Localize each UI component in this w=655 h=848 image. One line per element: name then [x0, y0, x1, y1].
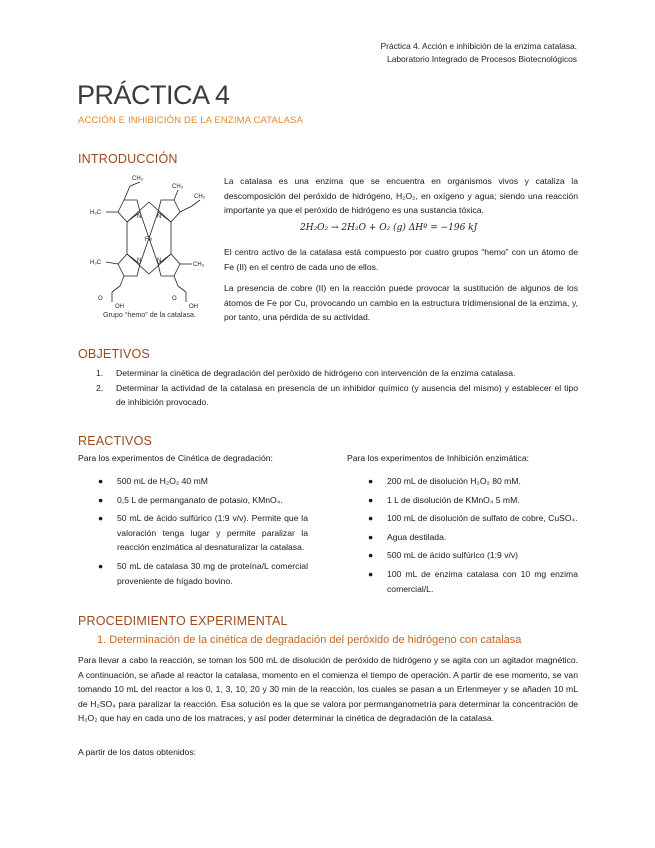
list-item — [96, 511, 308, 555]
list-item-text: 500 mL de ácido sulfúrico (1:9 v/v) — [387, 550, 519, 561]
list-item — [366, 530, 578, 545]
section-heading-reactivos: REACTIVOS — [78, 434, 153, 448]
bullet-icon: ● — [98, 476, 104, 486]
reactivos-col2-label: Para los experimentos de Inhibición enzimática: — [347, 453, 529, 463]
bullet-icon: ● — [368, 550, 374, 561]
list-item-text: 100 mL de disolución de sulfato de cobre, CuSO₄. — [387, 513, 578, 524]
procedimiento-closing: A partir de los datos obtenidos: — [78, 747, 197, 757]
bullet-icon: ● — [368, 531, 374, 542]
bullet-icon: ● — [368, 476, 374, 486]
intro-paragraph-2: El centro activo de la catalasa está compuesto por cuatro grupos “hemo” con un átomo de Fe (II) en el centro de cada uno de ellos. — [224, 247, 578, 272]
list-item — [366, 474, 578, 489]
list-number: 1. — [96, 368, 104, 378]
list-item — [96, 381, 578, 410]
list-item-text: 50 mL de catalasa 30 mg de proteína/L comercial proveniente de hígado bovino. — [117, 560, 308, 586]
reaction-equation: 2H₂O₂ → 2H₂O + O₂ (g) ΔHº = −196 kJ — [300, 223, 478, 233]
section-heading-introduccion: INTRODUCCIÓN — [78, 152, 178, 166]
reactivos-col2-list — [366, 474, 578, 600]
label-oh-left: OH — [115, 304, 124, 310]
list-item — [366, 548, 578, 563]
label-n-3: N — [137, 258, 142, 264]
reactivos-col1-list — [96, 474, 308, 592]
list-item — [96, 474, 308, 489]
header-line-1: Práctica 4. Acción e inhibición de la enzima catalasa. — [380, 41, 577, 51]
hemo-group-figure — [82, 172, 217, 312]
list-item-text: 200 mL de disolución H₂O₂ 80 mM. — [387, 476, 521, 486]
list-item-text: 50 mL de ácido sulfúrico (1:9 v/v). Permite que la valoración tenga lugar y permite paralizar la reacción enzimática al desnaturalizar la catalasa. — [117, 513, 308, 553]
list-item — [96, 559, 308, 588]
list-item-text: Determinar la cinética de degradación del peróxido de hidrógeno con intervención de la enzima catalasa. — [116, 368, 516, 378]
label-n-2: N — [157, 214, 162, 220]
hemo-labels — [90, 176, 206, 310]
label-n-4: N — [157, 258, 162, 264]
objetivos-list — [96, 366, 578, 410]
list-item-text: 100 mL de enzima catalasa con 10 mg enzima comercial/L. — [387, 568, 578, 594]
subsection-heading-1: 1. Determinación de la cinética de degradación del peróxido de hidrógeno con catalasa — [97, 634, 522, 646]
intro-paragraph-1: La catalasa es una enzima que se encuentra en organismos vivos y cataliza la descomposición del peróxido de hidrógeno, H₂O₂, en oxígeno y agua; siendo una reacción importante ya que el peróxido de hidrógeno es una sustancia tóxica. — [224, 176, 578, 216]
procedimiento-paragraph: Para llevar a cabo la reacción, se toman los 500 mL de disolución de peróxido de hidrógeno y se agita con un agitador magnético. A continuación, se añade al reactor la catalasa, momento en el comienza el tiempo de operación. A partir de ese momento, se van tomando 10 mL del reactor a los 0, 1, 3, 10, 20 y 30 min de la reacción, los cuales se pasan a un Erlenmeyer y se añaden 10 mL de H₂SO₄ para paralizar la reacción. Esa solución es la que se valora por permanganometría para determinar la concentración de H₂O₂ que hay en cada uno de los matraces, y así poder determinar la cinética de degradación de la catalasa. — [78, 655, 578, 724]
list-number: 2. — [96, 382, 104, 393]
bullet-icon: ● — [98, 560, 104, 571]
figure-caption: Grupo “hemo” de la catalasa. — [102, 310, 197, 319]
running-header — [381, 40, 577, 66]
list-item — [96, 493, 308, 508]
bullet-icon: ● — [98, 513, 104, 524]
bullet-icon: ● — [368, 568, 374, 579]
page-subtitle: ACCIÓN E INHIBICIÓN DE LA ENZIMA CATALASA — [78, 115, 303, 126]
page-title: PRÁCTICA 4 — [77, 80, 230, 110]
label-ch3-right-top: CH₃ — [172, 184, 184, 190]
list-item-text: Determinar la actividad de la catalasa en presencia de un inhibidor químico (y ausencia del mismo) y establecer el tipo de inhibición provocado. — [116, 382, 578, 408]
label-ch3-right: CH₃ — [193, 262, 205, 268]
label-o-right: O — [172, 296, 177, 302]
section-heading-objetivos: OBJETIVOS — [78, 347, 150, 361]
label-h3c-bottom: H₃C — [90, 260, 102, 266]
label-h3c-top: H₃C — [90, 210, 102, 216]
label-ch3-top: CH₃ — [132, 176, 144, 182]
label-ch2: CH₂ — [194, 194, 205, 200]
list-item-text: 0,5 L de permanganato de potasio, KMnO₄. — [117, 494, 283, 505]
list-item — [366, 493, 578, 508]
intro-paragraph-3: La presencia de cobre (II) en la reacción puede provocar la sustitución de algunos de los átomos de Fe por Cu, provocando un cambio en la estructura tridimensional de la enzima, y, por tanto, una pérdida de su actividad. — [224, 283, 578, 323]
reactivos-col1-label: Para los experimentos de Cinética de degradación: — [78, 453, 273, 463]
list-item-text: 1 L de disolución de KMnO₄ 5 mM. — [387, 494, 520, 505]
label-fe: Fe — [145, 237, 153, 243]
list-item-text: 500 mL de H₂O₂ 40 mM — [117, 476, 208, 486]
bullet-icon: ● — [368, 494, 374, 505]
list-item-text: Agua destilada. — [387, 531, 447, 542]
list-item — [366, 511, 578, 526]
hemo-structure — [106, 182, 200, 302]
label-oh-right: OH — [189, 304, 198, 310]
bullet-icon: ● — [368, 513, 374, 524]
bullet-icon: ● — [98, 494, 104, 505]
list-item — [96, 366, 578, 381]
list-item — [366, 567, 578, 596]
label-o-left: O — [98, 296, 103, 302]
section-heading-procedimiento: PROCEDIMIENTO EXPERIMENTAL — [78, 614, 288, 628]
label-n-1: N — [137, 214, 142, 220]
header-line-2: Laboratorio Integrado de Procesos Biotecnológicos — [387, 54, 577, 64]
